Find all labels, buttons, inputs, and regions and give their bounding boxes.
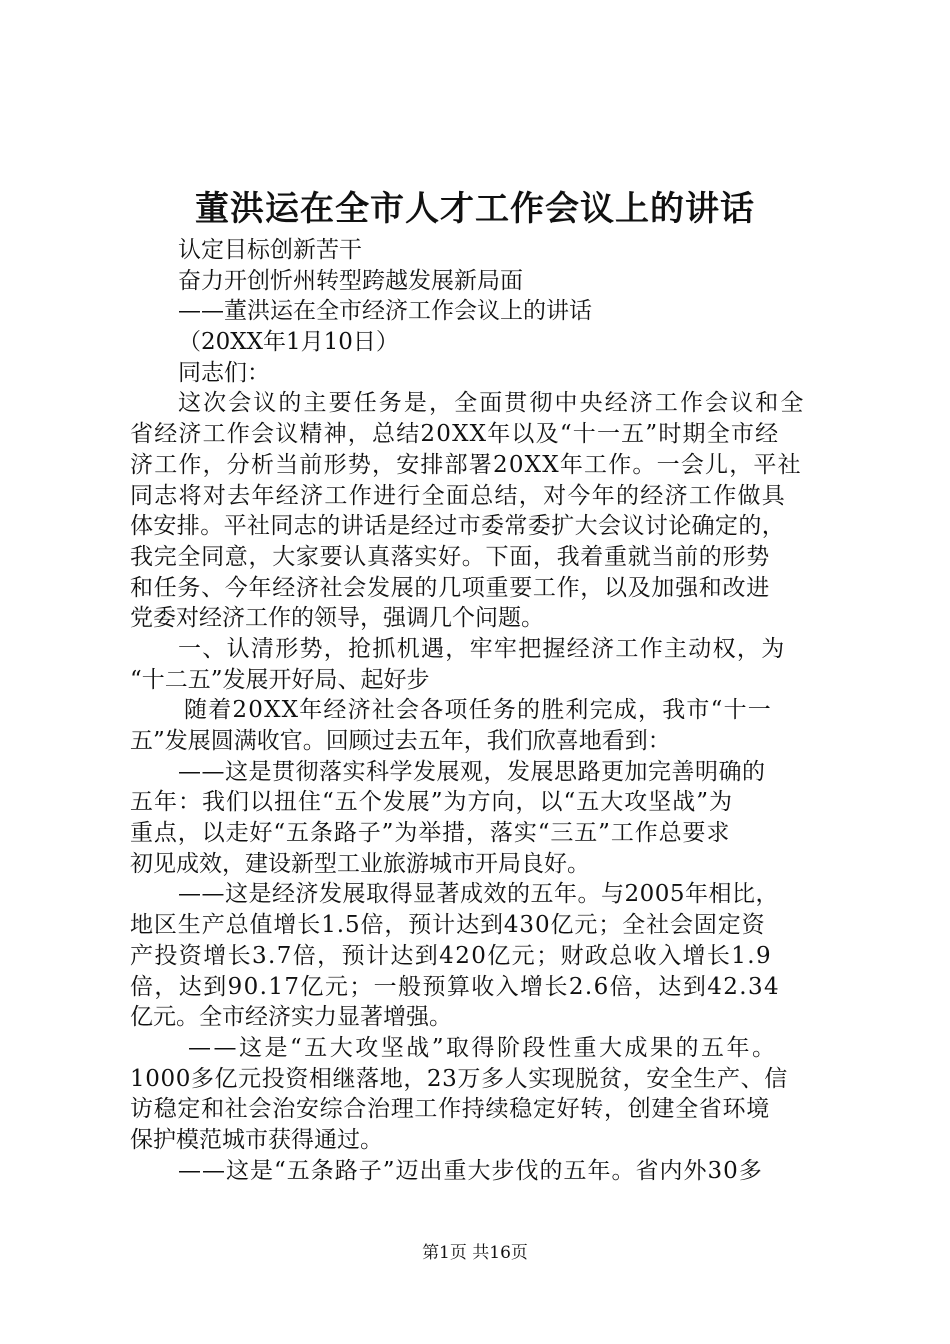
body-line: 产投资增长3.7倍，预计达到420亿元；财政总收入增长1.9 — [130, 942, 773, 969]
body-line: 同志们： — [178, 359, 270, 386]
body-line: 同志将对去年经济工作进行全面总结，对今年的经济工作做具 — [130, 482, 787, 509]
page-number-footer: 第1页 共16页 — [422, 1243, 528, 1263]
body-line: 亿元。全市经济实力显著增强。 — [130, 1004, 452, 1031]
document-title: 董洪运在全市人才工作会议上的讲话 — [195, 189, 755, 229]
body-line: 五年：我们以扭住“五个发展”为方向，以“五大攻坚战”为 — [130, 789, 734, 816]
body-line: 1000多亿元投资相继落地，23万多人实现脱贫，安全生产、信 — [130, 1065, 788, 1092]
body-line: 党委对经济工作的领导，强调几个问题。 — [130, 605, 544, 632]
body-line: 奋力开创忻州转型跨越发展新局面 — [178, 267, 523, 294]
body-line: 访稳定和社会治安综合治理工作持续稳定好转，创建全省环境 — [130, 1096, 770, 1123]
body-line: ——这是“五条路子”迈出重大步伐的五年。省内外30多 — [178, 1157, 763, 1184]
body-line: ——这是贯彻落实科学发展观，发展思路更加完善明确的 — [178, 758, 766, 785]
body-line: 保护模范城市获得通过。 — [130, 1126, 383, 1153]
body-line: 和任务、今年经济社会发展的几项重要工作，以及加强和改进 — [130, 574, 770, 601]
body-line: 初见成效，建设新型工业旅游城市开局良好。 — [130, 850, 590, 877]
body-line: 一、认清形势，抢抓机遇，牢牢把握经济工作主动权，为 — [178, 635, 786, 662]
body-line: 体安排。平社同志的讲话是经过市委常委扩大会议讨论确定的， — [130, 513, 786, 540]
body-line: 重点，以走好“五条路子”为举措，落实“三五”工作总要求 — [130, 820, 731, 847]
body-line: “十二五”发展开好局、起好步 — [130, 666, 430, 693]
body-line: 五”发展圆满收官。回顾过去五年，我们欣喜地看到： — [130, 728, 671, 754]
body-line: ——这是经济发展取得显著成效的五年。与2005年相比， — [178, 881, 780, 908]
body-line: 倍，达到90.17亿元；一般预算收入增长2.6倍，达到42.34 — [130, 973, 781, 1000]
body-line: 随着20XX年经济社会各项任务的胜利完成，我市“十一 — [184, 697, 772, 724]
body-line: （20XX年1月10日） — [178, 329, 399, 356]
body-line: ——这是“五大攻坚战”取得阶段性重大成果的五年。 — [188, 1034, 778, 1061]
body-line: ——董洪运在全市经济工作会议上的讲话 — [178, 298, 592, 325]
body-line: 认定目标创新苦干 — [178, 237, 362, 263]
body-line: 地区生产总值增长1.5倍，预计达到430亿元；全社会固定资 — [130, 912, 766, 939]
body-line: 我完全同意，大家要认真落实好。下面，我着重就当前的形势 — [130, 543, 770, 570]
body-line: 济工作，分析当前形势，安排部署20XX年工作。一会儿，平社 — [130, 451, 802, 478]
document-body — [130, 235, 840, 1186]
body-line: 省经济工作会议精神，总结20XX年以及“十一五”时期全市经 — [130, 421, 780, 448]
body-line: 这次会议的主要任务是，全面贯彻中央经济工作会议和全 — [178, 390, 806, 417]
